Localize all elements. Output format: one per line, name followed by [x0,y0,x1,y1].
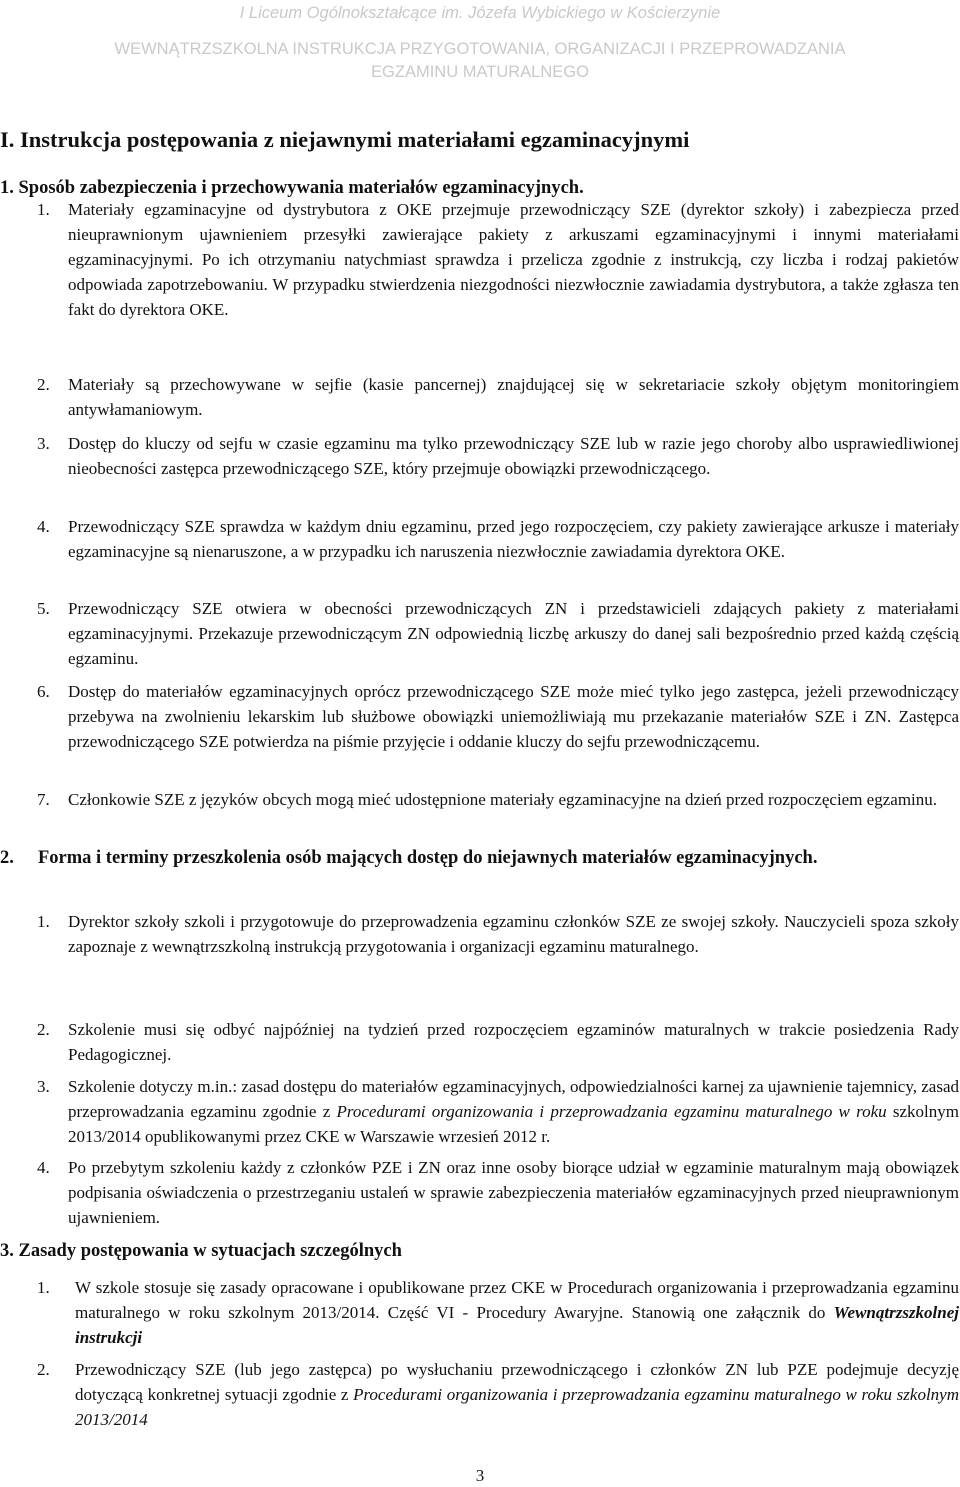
section-3-item-2 [37,1357,959,1432]
item-text-part: W szkole stosuje się zasady opracowane i opublikowane przez CKE w Procedurach organizowania i przeprowadzania egzaminu maturalnego w roku szkolnym 2013/2014. Część VI - Procedury Awaryjne. Stanowią one załącznik do [75,1278,959,1322]
section-2-title [0,845,960,871]
header-title-line-1: WEWNĄTRZSZKOLNA INSTRUKCJA PRZYGOTOWANIA, ORGANIZACJI I PRZEPROWADZANIA [114,40,846,58]
item-number: 2. [37,1020,50,1039]
item-number: 1. [37,1278,50,1297]
page-number: 3 [475,1466,485,1485]
section-1-item-2 [37,372,959,422]
item-number: 6. [37,682,50,701]
item-text: Materiały są przechowywane w sejfie (kasie pancernej) znajdującej się w sekretariacie szkoły objętym monitoringiem antywłamaniowym. [68,375,959,419]
item-text: Dostęp do kluczy od sejfu w czasie egzaminu ma tylko przewodniczący SZE lub w razie jego choroby albo usprawiedliwionej nieobecności zastępca przewodniczącego SZE, który przejmuje obowiązki przewodniczącego. [68,434,959,478]
item-text: Dyrektor szkoły szkoli i przygotowuje do przeprowadzenia egzaminu członków SZE ze swojej szkoły. Nauczycieli spoza szkoły zapoznaje z wewnątrzszkolną instrukcją przygotowania i organizacji egzaminu maturalnego. [68,912,959,956]
item-text-part: Przewodniczący SZE (lub jego zastępca) po wysłuchaniu przewodniczącego i członków ZN lub PZE podejmuje decyzję dotyczącą konkretnej sytuacji zgodnie z [75,1360,959,1404]
header-document-title [0,38,960,84]
item-text-italic-part: Procedurami organizowania i przeprowadzania egzaminu maturalnego w roku szkolnym 2013/2014 [75,1385,959,1429]
section-1-item-4 [37,514,959,564]
section-2-item-2 [37,1017,959,1067]
section-1-item-6 [37,679,959,754]
section-3-title: 3. Zasady postępowania w sytuacjach szczególnych [0,1241,402,1261]
header-title-line-2: EGZAMINU MATURALNEGO [371,63,589,81]
item-text [75,1275,959,1350]
item-number: 4. [37,517,50,536]
item-text-part: szkolnym 2013/2014 opublikowanymi przez CKE w Warszawie wrzesień 2012 r. [68,1102,959,1146]
section-1-item-1 [37,197,959,322]
item-number: 5. [37,599,50,618]
section-3-item-1 [37,1275,959,1350]
section-1-item-3 [37,431,959,481]
item-text: Szkolenie musi się odbyć najpóźniej na tydzień przed rozpoczęciem egzaminów maturalnych w trakcie posiedzenia Rady Pedagogicznej. [68,1020,959,1064]
section-2-number: 2. [0,848,14,868]
item-text-italic-part: Procedurami organizowania i przeprowadzania egzaminu maturalnego w roku [336,1102,887,1121]
item-text-bold-italic-part: Wewnątrzszkolnej instrukcji [75,1303,959,1347]
item-number: 3. [37,434,50,453]
item-text: Przewodniczący SZE otwiera w obecności przewodniczących ZN i przedstawicieli zdających pakiety z materiałami egzaminacyjnymi. Przekazuje przewodniczącym ZN odpowiednią liczbę arkuszy do danej sali bezpośrednio przed każdą częścią egzaminu. [68,599,959,668]
section-2-item-1 [37,909,959,959]
item-number: 1. [37,200,50,219]
item-text: Po przebytym szkoleniu każdy z członków PZE i ZN oraz inne osoby biorące udział w egzaminie maturalnym mają obowiązek podpisania oświadczenia o przestrzeganiu ustaleń w sprawie zabezpieczenia materiałów egzaminacyjnych przed nieuprawnionym ujawnieniem. [68,1158,959,1227]
section-1-item-7 [37,787,959,812]
item-number: 1. [37,912,50,931]
item-number: 2. [37,375,50,394]
item-text: Dostęp do materiałów egzaminacyjnych oprócz przewodniczącego SZE może mieć tylko jego zastępca, jeżeli przewodniczący przebywa na zwolnieniu lekarskim lub służbowe obowiązki uniemożliwiają mu przekazanie materiałów SZE i ZN. Zastępca przewodniczącego SZE potwierdza na piśmie przyjęcie i oddanie kluczy do sejfu przewodniczącemu. [68,682,959,751]
item-number: 4. [37,1158,50,1177]
section-1-subtitle: 1. Sposób zabezpieczenia i przechowywania materiałów egzaminacyjnych. [0,178,584,198]
section-1-item-5 [37,596,959,671]
item-text: Materiały egzaminacyjne od dystrybutora z OKE przejmuje przewodniczący SZE (dyrektor szkoły) i zabezpiecza przed nieuprawnionym ujawnieniem przesyłki zawierające pakiety z arkuszami egzaminacyjnymi i innymi materiałami egzaminacyjnymi. Po ich otrzymaniu natychmiast sprawdza i przelicza zgodnie z instrukcją, czy liczba i rodzaj pakietów odpowiada zapotrzebowaniu. W przypadku stwierdzenia niezgodności niezwłocznie zawiadamia dystrybutora, a także zgłasza ten fakt do dyrektora OKE. [68,200,959,319]
item-text [68,1074,959,1149]
item-number: 7. [37,790,50,809]
item-number: 2. [37,1360,50,1379]
item-text-part: Szkolenie dotyczy m.in.: zasad dostępu do materiałów egzaminacyjnych, odpowiedzialności karnej za ujawnienie tajemnicy, zasad przeprowadzania egzaminu zgodnie z [68,1077,959,1121]
section-2-title-text: Forma i terminy przeszkolenia osób mających dostęp do niejawnych materiałów egzaminacyjnych. [38,848,818,868]
item-text: Członkowie SZE z języków obcych mogą mieć udostępnione materiały egzaminacyjne na dzień przed rozpoczęciem egzaminu. [68,790,938,809]
item-number: 3. [37,1077,50,1096]
section-2-item-3 [37,1074,959,1149]
section-2-item-4 [37,1155,959,1230]
header-school-name: I Liceum Ogólnokształcące im. Józefa Wybickiego w Kościerzynie [239,4,721,22]
item-text: Przewodniczący SZE sprawdza w każdym dniu egzaminu, przed jego rozpoczęciem, czy pakiety zawierające arkusze i materiały egzaminacyjne są nienaruszone, a w przypadku ich naruszenia niezwłocznie zawiadamia dyrektora OKE. [68,517,959,561]
item-text [75,1357,959,1432]
section-1-title: I. Instrukcja postępowania z niejawnymi materiałami egzaminacyjnymi [0,127,690,152]
